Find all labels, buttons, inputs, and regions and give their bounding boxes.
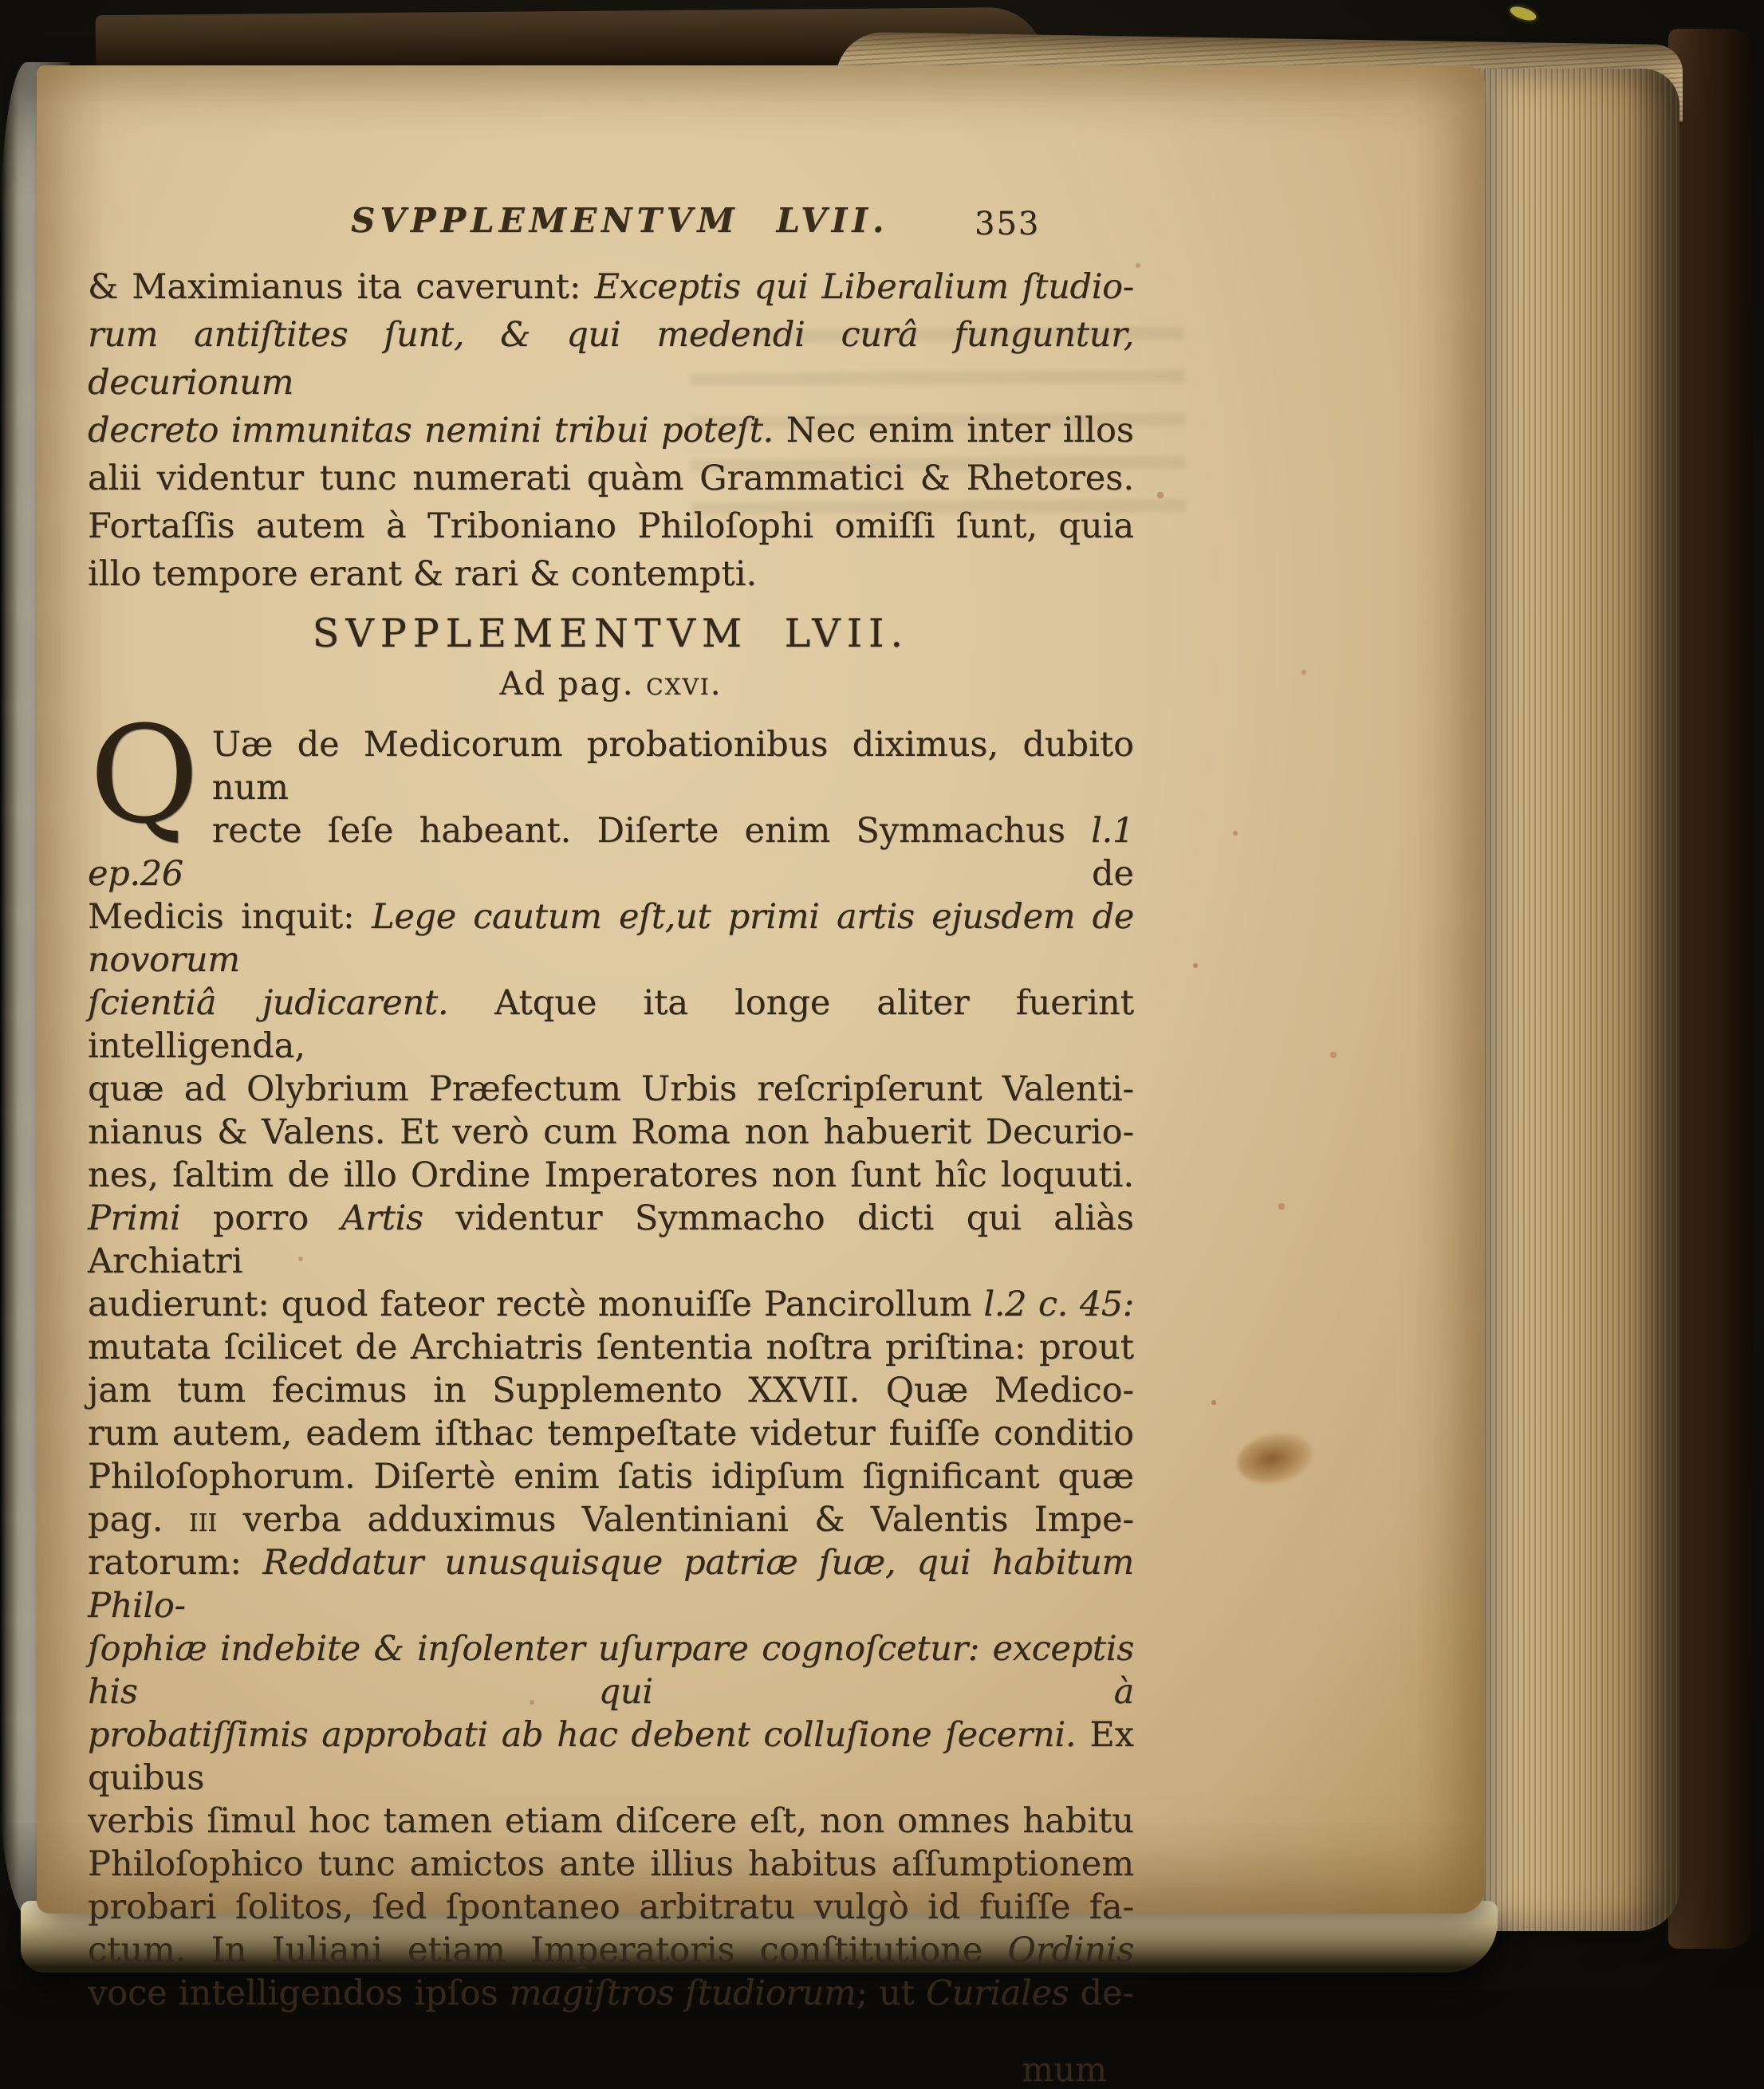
page-stack-fore-edge bbox=[1479, 69, 1679, 1931]
running-head-title: SVPPLEMENTVM LVII. bbox=[351, 201, 889, 240]
text-segment: Ordinis bbox=[1007, 1930, 1134, 1970]
text-segment: l.1 ep.26 bbox=[88, 811, 1134, 894]
text-block bbox=[88, 201, 1134, 2089]
text-line bbox=[88, 1326, 1134, 1369]
main-paragraph-lines bbox=[88, 697, 1135, 2015]
text-line bbox=[88, 502, 1134, 550]
text-line bbox=[88, 550, 1134, 598]
text-segment: ſophiæ indebite & inſolenter uſurpare cognoſcetur: exceptis his qui à bbox=[88, 1629, 1134, 1712]
text-segment: rum autem, eadem iſthac tempeſtate videtur fuiſſe conditio bbox=[88, 1414, 1134, 1454]
text-segment: voce intelligendos ipſos bbox=[88, 1973, 510, 2013]
ink-stain bbox=[1233, 1426, 1318, 1491]
drop-cap: Q bbox=[89, 697, 199, 853]
text-segment: Medicis inquit: bbox=[88, 897, 372, 937]
text-line bbox=[88, 1498, 1134, 1541]
text-segment: illo tempore erant & rari & contempti. bbox=[88, 554, 758, 594]
text-line bbox=[88, 1197, 1134, 1283]
section-subheading bbox=[88, 666, 1134, 702]
text-segment: iii bbox=[188, 1500, 218, 1540]
text-segment: recte ſeſe habeant. Diſerte enim Symmachus bbox=[211, 811, 1092, 851]
section-heading: SVPPLEMENTVM LVII. bbox=[312, 611, 910, 656]
text-segment: Primi bbox=[88, 1198, 181, 1238]
text-line bbox=[88, 1283, 1134, 1326]
book-cover-right bbox=[1668, 29, 1753, 1949]
text-line bbox=[88, 1154, 1134, 1197]
text-line bbox=[88, 1843, 1134, 1886]
book-page bbox=[37, 65, 1485, 2089]
subheading-prefix: Ad pag. bbox=[499, 666, 647, 702]
text-segment: verbis ſimul hoc tamen etiam diſcere eſt, non omnes habitu bbox=[88, 1801, 1134, 1841]
text-segment: pag. bbox=[88, 1500, 189, 1540]
text-segment: Fortaſſis autem à Triboniano Philoſophi omiſſi ſunt, quia bbox=[88, 506, 1134, 546]
text-segment: Philoſophorum. Diſertè enim ſatis idipſum ſignificant quæ bbox=[88, 1457, 1134, 1497]
main-paragraph bbox=[88, 697, 1135, 2015]
text-segment: probatiſſimis approbati ab hac debent colluſione ſecerni. bbox=[88, 1715, 1077, 1755]
text-line bbox=[88, 1068, 1134, 1111]
text-line bbox=[88, 895, 1134, 982]
text-segment: Lege cautum eſt,ut primi artis ejusdem de novorum bbox=[88, 897, 1134, 980]
text-segment: nes, ſaltim de illo Ordine Imperatores non ſunt hîc loquuti. bbox=[88, 1155, 1134, 1195]
text-line bbox=[88, 1800, 1134, 1843]
text-segment: Uæ de Medicorum probationibus diximus, dubito num bbox=[211, 725, 1134, 808]
text-line bbox=[88, 311, 1134, 407]
text-segment: de bbox=[183, 854, 1134, 894]
text-segment: ; ut bbox=[856, 1973, 927, 2013]
text-segment: Reddatur unusquisque patriæ ſuæ, qui habitum Philo- bbox=[88, 1543, 1134, 1626]
text-segment: verba adduximus Valentiniani & Valentis Impe- bbox=[217, 1500, 1135, 1540]
paragraph-continuation bbox=[88, 263, 1134, 598]
paper-speckles bbox=[37, 65, 38, 67]
text-line bbox=[88, 263, 1134, 311]
text-segment: Atque ita longe aliter fuerint intelligenda, bbox=[88, 983, 1134, 1066]
text-segment: quæ ad Olybrium Præfectum Urbis reſcripſerunt Valenti- bbox=[88, 1069, 1134, 1109]
text-line bbox=[88, 407, 1134, 454]
text-segment: Artis bbox=[341, 1198, 423, 1238]
text-segment: ratorum: bbox=[88, 1543, 263, 1583]
text-line bbox=[88, 1412, 1134, 1455]
text-line bbox=[88, 809, 1134, 895]
text-segment: decreto immunitas nemini tribui poteſt. bbox=[88, 411, 774, 450]
text-line bbox=[88, 1455, 1134, 1498]
text-segment: rum antiſtites ſunt, & qui medendi curâ funguntur, decurionum bbox=[88, 315, 1134, 403]
text-segment: Exceptis qui Liberalium ſtudio- bbox=[594, 267, 1134, 307]
text-line bbox=[88, 1369, 1134, 1412]
text-line bbox=[88, 1627, 1134, 1713]
text-segment: magiſtros ſtudiorum bbox=[509, 1973, 856, 2013]
text-line bbox=[88, 454, 1134, 502]
debris-speck bbox=[1509, 4, 1538, 23]
text-segment: Nec enim inter illos bbox=[773, 411, 1134, 450]
text-segment: nianus & Valens. Et verò cum Roma non habuerit Decurio- bbox=[88, 1112, 1134, 1152]
text-segment: jam tum fecimus in Supplemento XXVII. Quæ Medico- bbox=[88, 1371, 1134, 1410]
text-line bbox=[88, 723, 1134, 809]
text-line bbox=[88, 1886, 1134, 1929]
running-head bbox=[88, 201, 1134, 252]
catchword: mum bbox=[1022, 2050, 1107, 2089]
text-segment: ſcientiâ judicarent. bbox=[88, 983, 449, 1023]
text-segment: videntur Symmacho dicti qui aliàs Archiatri bbox=[88, 1198, 1134, 1281]
text-line bbox=[88, 1929, 1134, 1972]
text-line bbox=[88, 1972, 1134, 2015]
text-segment: ctum. In Iuliani etiam Imperatoris conſtitutione bbox=[88, 1930, 1008, 1970]
text-line bbox=[88, 1713, 1134, 1800]
text-segment: Curiales bbox=[926, 1973, 1069, 2013]
text-line bbox=[88, 1541, 1134, 1627]
text-segment: probari ſolitos, ſed ſpontaneo arbitratu vulgò id fuiſſe fa- bbox=[88, 1887, 1134, 1927]
text-segment: de- bbox=[1069, 1973, 1134, 2013]
subheading-numeral: cxvi. bbox=[646, 666, 723, 702]
text-segment: mutata ſcilicet de Archiatris ſententia noſtra priſtina: prout bbox=[88, 1328, 1134, 1367]
text-segment: Ex quibus bbox=[88, 1715, 1134, 1798]
text-segment: alii videntur tunc numerati quàm Grammatici & Rhetores. bbox=[88, 458, 1134, 498]
text-segment: l.2 c. 45: bbox=[983, 1284, 1134, 1324]
text-segment: porro bbox=[180, 1198, 341, 1238]
text-line bbox=[88, 982, 1134, 1068]
text-line bbox=[88, 1111, 1134, 1154]
text-segment: audierunt: quod fateor rectè monuiſſe Pancirollum bbox=[88, 1284, 984, 1324]
text-segment: & Maximianus ita caverunt: bbox=[88, 267, 595, 307]
page-number: 353 bbox=[975, 206, 1041, 242]
text-segment: Philoſophico tunc amictos ante illius habitus aſſumptionem bbox=[88, 1844, 1134, 1884]
